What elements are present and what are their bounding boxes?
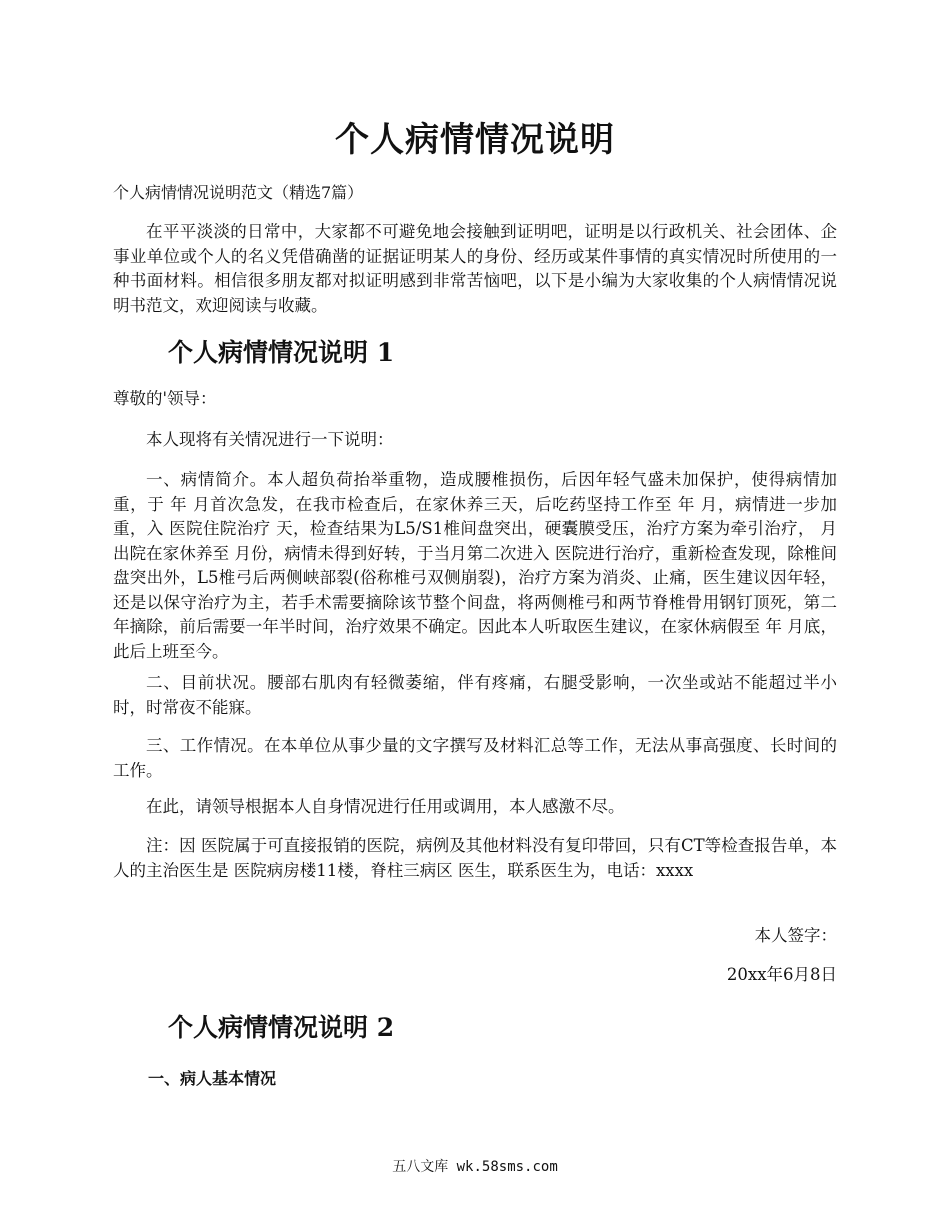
section-1-paragraph-1: 本人现将有关情况进行一下说明： [146, 430, 394, 449]
document-subtitle: 个人病情情况说明范文（精选7篇） [113, 183, 364, 202]
section-2-heading: 个人病情情况说明 2 [168, 1013, 395, 1042]
salutation: 尊敬的'领导： [113, 389, 217, 408]
page-footer: 五八文库 wk.58sms.com [392, 1159, 558, 1175]
section-1-paragraph-6: 注：因 医院属于可直接报销的医院，病例及其他材料没有复印带回，只有CT等检查报告单，本人的主治医生是 医院病房楼11楼，脊柱三病区 医生，联系医生为，电话：xxxx [113, 836, 837, 880]
section-1-paragraph-3: 二、目前状况。腰部右肌肉有轻微萎缩，伴有疼痛，右腿受影响，一次坐或站不能超过半小时，时常夜不能寐。 [113, 673, 837, 717]
date-line: 20xx年6月8日 [726, 965, 837, 984]
intro-paragraph: 在平平淡淡的日常中，大家都不可避免地会接触到证明吧，证明是以行政机关、社会团体、企事业单位或个人的名义凭借确凿的证据证明某人的身份、经历或某件事情的真实情况时所使用的一种书面材料。相信很多朋友都对拟证明感到非常苦恼吧，以下是小编为大家收集的个人病情情况说明书范文，欢迎阅读与收藏。 [113, 222, 837, 315]
document-title: 个人病情情况说明 [335, 120, 615, 160]
section-1-paragraph-2: 一、病情简介。本人超负荷抬举重物，造成腰椎损伤，后因年轻气盛未加保护，使得病情加重，于 年 月首次急发，在我市检查后，在家休养三天，后吃药坚持工作至 年 月，病情进一步加重，入 医院住院治疗 天，检查结果为L5/S1椎间盘突出，硬囊膜受压，治疗方案为牵引治疗， 月出院在家休养至 月份，病情未得到好转，于当月第二次进入 医院进行治疗，重新检查发现，除椎间盘突出外，L5椎弓后两侧峡部裂(俗称椎弓双侧崩裂)，治疗方案为消炎、止痛，医生建议因年轻，还是以保守治疗为主，若手术需要摘除该节整个间盘，将两侧椎弓和两节脊椎骨用钢钉顶死，第二年摘除，前后需要一年半时间，治疗效果不确定。因此本人听取医生建议，在家休病假至 年 月底，此后上班至今。 [113, 470, 837, 661]
section-1-heading: 个人病情情况说明 1 [168, 338, 395, 367]
signature-line: 本人签字： [754, 926, 837, 945]
section-1-paragraph-4: 三、工作情况。在本单位从事少量的文字撰写及材料汇总等工作，无法从事高强度、长时间的工作。 [113, 736, 837, 780]
section-1-paragraph-5: 在此，请领导根据本人自身情况进行任用或调用，本人感激不尽。 [146, 797, 625, 816]
section-2-subheading: 一、病人基本情况 [148, 1069, 277, 1088]
